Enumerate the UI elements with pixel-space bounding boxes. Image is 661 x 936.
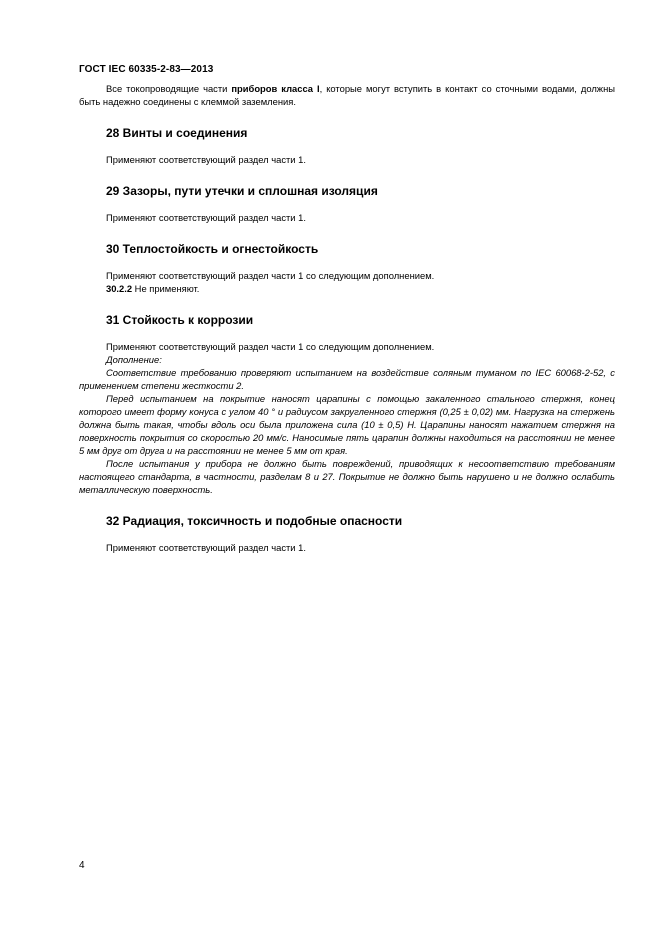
section-31-paragraph-3: После испытания у прибора не должно быть повреждений, приводящих к несоответствию требованиям настоящего стандарта, в частности, разделам 8 и 27. Покрытие не должно быть нарушено и не должно ослабить металлическую поверхность. xyxy=(79,458,615,495)
section-28-title: 28 Винты и соединения xyxy=(106,126,248,140)
section-31-title: 31 Стойкость к коррозии xyxy=(106,313,254,327)
intro-text-after: , которые могут вступить в контакт со сточными водами, должны быть надежно соединены с клеммой заземления. xyxy=(79,83,615,107)
intro-text-before: Все токопроводящие части xyxy=(106,83,232,94)
section-31-addition-label: Дополнение: xyxy=(106,354,162,365)
clause-30-2-2 xyxy=(79,282,615,295)
section-31-body: Применяют соответствующий раздел части 1 со следующим дополнением. xyxy=(106,341,435,352)
intro-paragraph xyxy=(79,82,615,108)
intro-bold-term: приборов класса I xyxy=(231,83,320,94)
clause-30-2-2-number: 30.2.2 xyxy=(106,283,133,294)
section-32-title: 32 Радиация, токсичность и подобные опасности xyxy=(106,514,403,528)
section-29-body: Применяют соответствующий раздел части 1. xyxy=(106,212,306,223)
section-28-body: Применяют соответствующий раздел части 1. xyxy=(106,154,306,165)
section-30-title: 30 Теплостойкость и огнестойкость xyxy=(106,242,319,256)
page-number: 4 xyxy=(79,860,85,871)
clause-30-2-2-text: Не применяют. xyxy=(132,283,200,294)
section-31-paragraph-2: Перед испытанием на покрытие наносят царапины с помощью закаленного стального стержня, конец которого имеет форму конуса с углом 40 ° и радиусом закругленного стержня (0,25 ± 0,02) мм. Нагрузка на стержень должна быть такая, чтобы вдоль оси была приложена сила (10 ± 0,5) Н. Царапины наносят нажатием стержня на поверхность покрытия со скоростью 20 мм/с. Наносимые пять царапин должны находиться на расстоянии не менее 5 мм друг от друга и на расстоянии не менее 5 мм от края. xyxy=(79,393,615,456)
section-32-body: Применяют соответствующий раздел части 1. xyxy=(106,542,306,553)
document-header: ГОСТ IEC 60335-2-83—2013 xyxy=(79,64,214,75)
document-content xyxy=(79,82,615,554)
section-29-title: 29 Зазоры, пути утечки и сплошная изоляция xyxy=(106,184,378,198)
section-31-paragraph-1: Соответствие требованию проверяют испытанием на воздействие соляным туманом по IEC 60068-2-52, с применением степени жесткости 2. xyxy=(79,367,615,391)
section-30-body: Применяют соответствующий раздел части 1 со следующим дополнением. xyxy=(106,270,435,281)
